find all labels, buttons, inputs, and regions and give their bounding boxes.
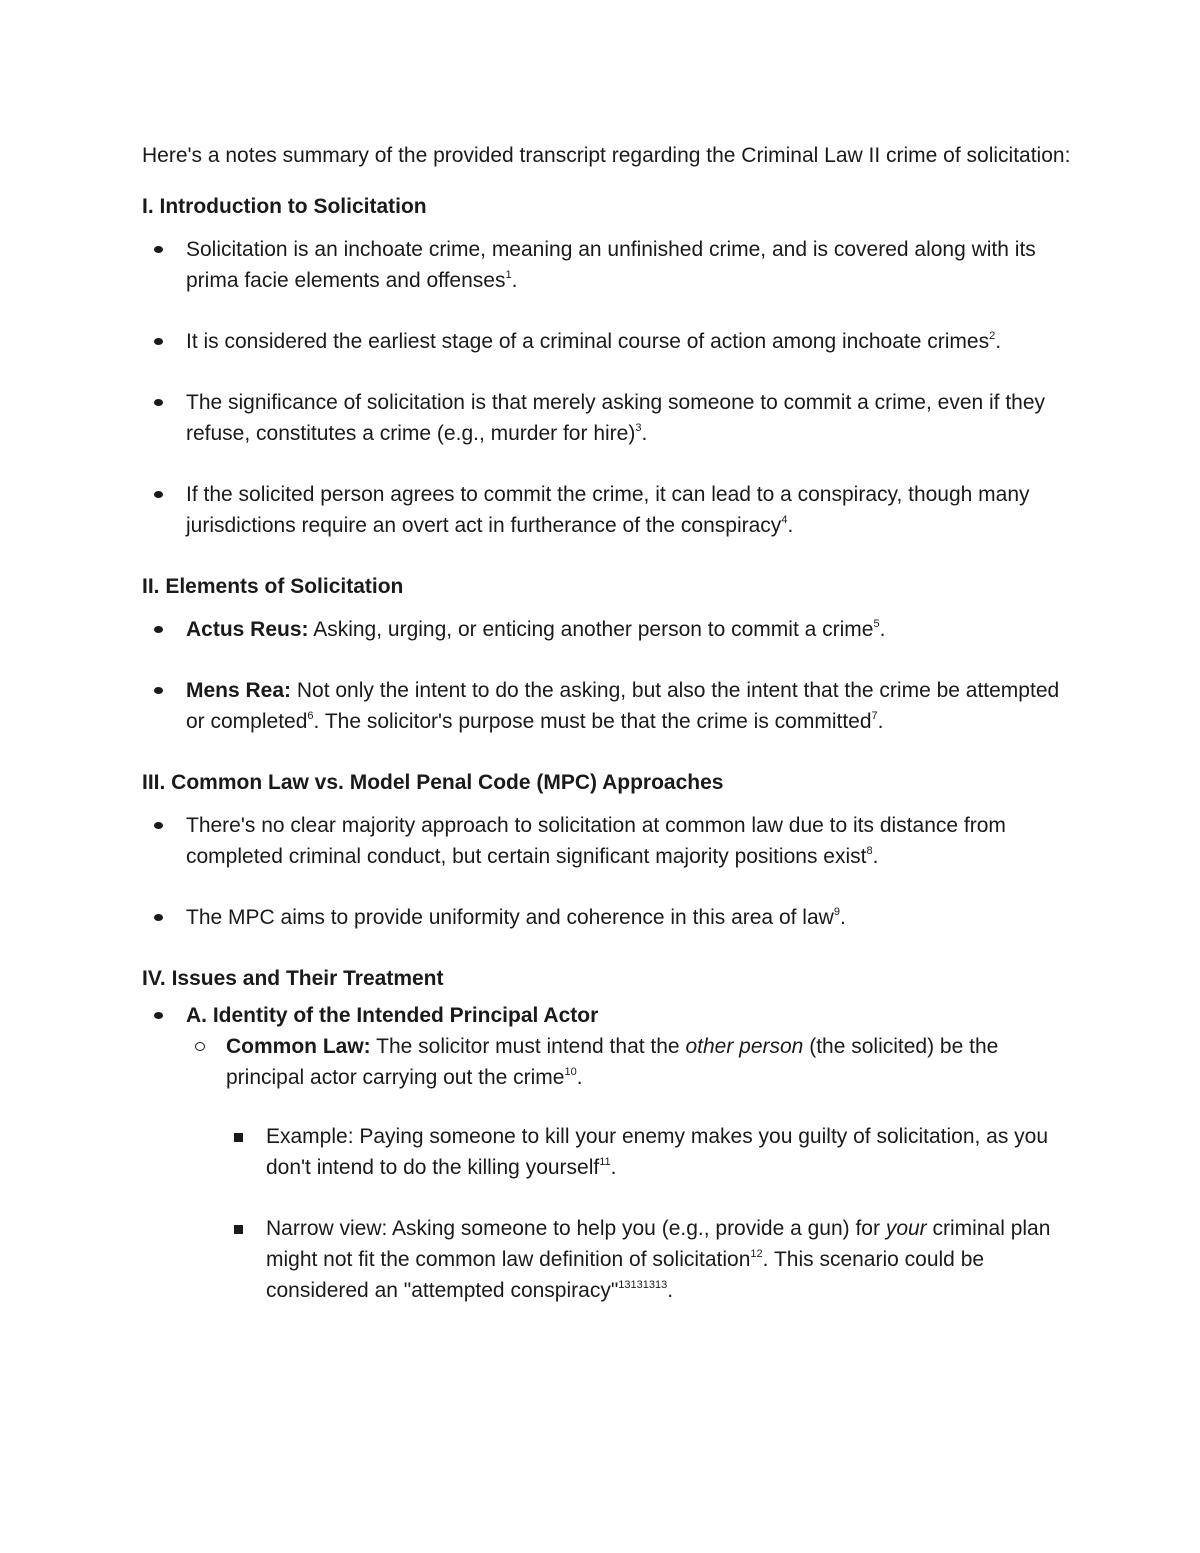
list-item: If the solicited person agrees to commit the crime, it can lead to a conspiracy, though many jurisdictions require an overt act in furtherance of the conspiracy$^4$. bbox=[142, 479, 1072, 541]
term-label: Common Law: bbox=[226, 1035, 371, 1058]
section-issues bbox=[142, 963, 1072, 1306]
bullet-list bbox=[142, 234, 1072, 541]
footnote-ref: 8 bbox=[866, 845, 873, 857]
list-item bbox=[142, 1000, 1072, 1306]
section-heading: IV. Issues and Their Treatment bbox=[142, 967, 444, 990]
list-item: Mens Rea: Not only the intent to do the asking, but also the intent that the crime be attempted or completed$^6$. The solicitor's purpose must be that the crime is committed$^7$. bbox=[142, 675, 1072, 737]
bullet-list bbox=[142, 614, 1072, 737]
section-heading: I. Introduction to Solicitation bbox=[142, 195, 427, 218]
footnote-ref: 4 bbox=[781, 514, 788, 526]
bullet-list bbox=[142, 1000, 1072, 1306]
list-item: There's no clear majority approach to solicitation at common law due to its distance from completed criminal conduct, but certain significant majority positions exist$^8$. bbox=[142, 810, 1072, 872]
intro-paragraph: Here's a notes summary of the provided transcript regarding the Criminal Law II crime of solicitation: bbox=[142, 144, 1071, 167]
term-label: Actus Reus: bbox=[186, 618, 309, 641]
list-item: Solicitation is an inchoate crime, meaning an unfinished crime, and is covered along with its prima facie elements and offenses$^1$. bbox=[142, 234, 1072, 296]
section-approaches bbox=[142, 767, 1072, 933]
footnote-ref: 10 bbox=[564, 1066, 577, 1078]
footnote-ref: 5 bbox=[873, 618, 880, 630]
section-introduction bbox=[142, 191, 1072, 541]
footnote-ref: 9 bbox=[833, 906, 840, 918]
term-label: Mens Rea: bbox=[186, 679, 292, 702]
footnote-ref: 2 bbox=[989, 330, 996, 342]
list-item: Example: Paying someone to kill your enemy makes you guilty of solicitation, as you don't intend to do the killing yourself$^{11}$. bbox=[226, 1121, 1072, 1183]
list-item: Common Law: The solicitor must intend that the other person (the solicited) be the principal actor carrying out the crime$^{10}$. Example: Paying someone to kill your enemy makes you guilty of solicitation, as you don't intend to do the killing yourself$^{11}$. Narrow view: Asking someone to help you (e.g., provide a gun) for your criminal plan might not fit the common law definition of solicitation$^{12}$. This scenario could be considered an "attempted conspiracy"$^{13131313}$. bbox=[186, 1031, 1072, 1306]
footnote-ref: 1 bbox=[505, 269, 512, 281]
document-page bbox=[142, 140, 1072, 1336]
footnote-ref: 3 bbox=[635, 422, 642, 434]
list-item: It is considered the earliest stage of a criminal course of action among inchoate crimes$^2$. bbox=[142, 326, 1072, 357]
footnote-ref: 7 bbox=[871, 710, 878, 722]
list-item: The significance of solicitation is that merely asking someone to commit a crime, even if they refuse, constitutes a crime (e.g., murder for hire)$^3$. bbox=[142, 387, 1072, 449]
list-item: Actus Reus: Asking, urging, or enticing another person to commit a crime$^5$. bbox=[142, 614, 1072, 645]
section-elements bbox=[142, 571, 1072, 737]
list-item: The MPC aims to provide uniformity and coherence in this area of law$^9$. bbox=[142, 902, 1072, 933]
sub-bullet-list bbox=[186, 1031, 1072, 1306]
footnote-ref: 13131313 bbox=[618, 1279, 668, 1291]
sub-sub-bullet-list bbox=[226, 1121, 1072, 1306]
section-heading: III. Common Law vs. Model Penal Code (MPC) Approaches bbox=[142, 771, 724, 794]
footnote-ref: 12 bbox=[750, 1248, 763, 1260]
bullet-list bbox=[142, 810, 1072, 933]
footnote-ref: 11 bbox=[599, 1156, 611, 1168]
list-item: Narrow view: Asking someone to help you (e.g., provide a gun) for your criminal plan might not fit the common law definition of solicitation$^{12}$. This scenario could be considered an "attempted conspiracy"$^{13131313}$. bbox=[226, 1213, 1072, 1306]
subsection-heading: A. Identity of the Intended Principal Actor bbox=[186, 1004, 599, 1027]
footnote-ref: 6 bbox=[307, 710, 314, 722]
section-heading: II. Elements of Solicitation bbox=[142, 575, 404, 598]
